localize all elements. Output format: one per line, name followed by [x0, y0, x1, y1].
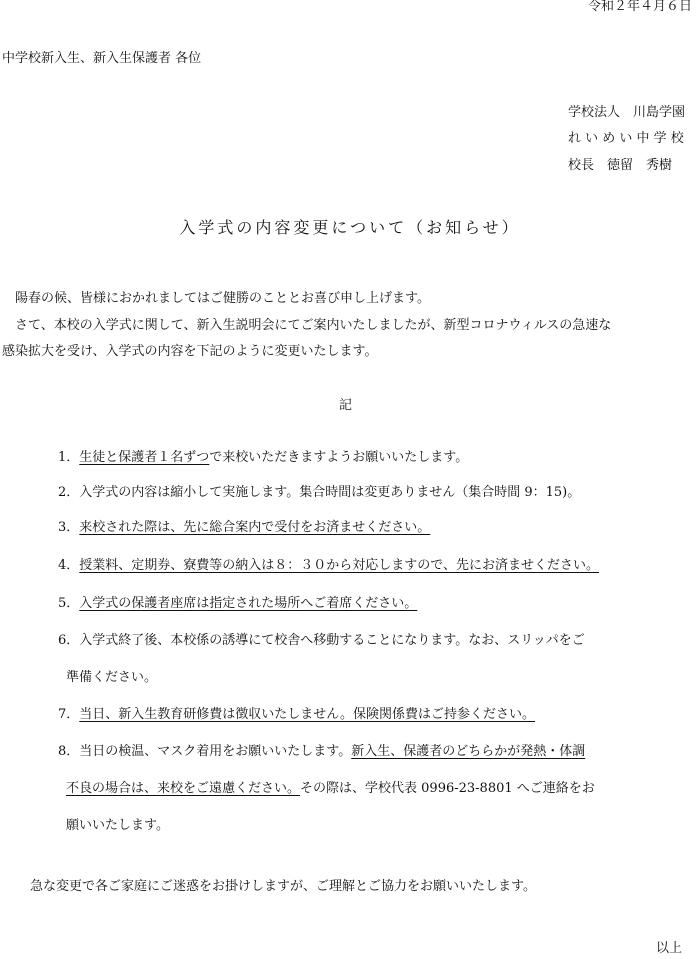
list-item-continuation: 準備ください。 [66, 670, 158, 685]
item-underlined-text: 授業料、定期券、寮費等の納入は８：３０から対応しますので、先にお済ませください。 [79, 558, 600, 573]
item-underlined-text: 来校された際は、先に総合案内で受付をお済ませください。 [79, 520, 431, 535]
list-item [58, 519, 430, 537]
item-text: 入学式の内容は縮小して実施します。集合時間は変更ありません（集合時間 9：15)。 [79, 485, 581, 500]
item-number: 5． [58, 596, 80, 611]
end-mark: 以上 [656, 941, 683, 956]
item-underlined-text: 当日、新入生教育研修費は徴収いたしません。保険関係費はご持参ください。 [79, 707, 536, 722]
intro-line-1: 陽春の候、皆様におかれましてはご健勝のこととお喜び申し上げます。 [15, 291, 430, 306]
item-number: 1． [58, 450, 80, 465]
item-underlined-text: 入学式の保護者座席は指定された場所へご着席ください。 [79, 596, 418, 611]
date: 令和２年４月６日 [587, 0, 692, 14]
sender-school-name: れ い め い 中 学 校 [568, 131, 684, 146]
sender-principal: 校長 徳留 秀樹 [568, 158, 673, 173]
list-item-continuation: 願いいたします。 [66, 818, 169, 833]
item-text: 入学式終了後、本校係の誘導にて校舎へ移動することになります。なお、スリッパをご [79, 633, 585, 648]
list-item [58, 449, 468, 467]
addressee: 中学校新入生、新入生保護者 各位 [2, 51, 202, 66]
item-underlined-text: 新入生、保護者のどちらかが発熱・体調 [351, 744, 586, 759]
list-item [58, 743, 585, 761]
item-text: 当日の検温、マスク着用をお願いいたします。 [79, 744, 352, 759]
list-item [58, 706, 535, 724]
list-item [58, 595, 417, 613]
item-underlined-text: 生徒と保護者１名ずつ [79, 450, 210, 465]
list-item-continuation [66, 780, 595, 798]
ki-heading: 記 [339, 398, 353, 413]
item-number: 7． [58, 707, 80, 722]
item-text: で来校いただきますようお願いいたします。 [209, 450, 469, 465]
item-number: 4． [58, 558, 80, 573]
intro-line-3: 感染拡大を受け、入学式の内容を下記のように変更いたします。 [2, 344, 378, 359]
item-number: 2． [58, 485, 80, 500]
item-text: その際は、学校代表 0996-23-8801 へご連絡をお [300, 781, 595, 796]
intro-line-2: さて、本校の入学式に関して、新入生説明会にてご案内いたしましたが、新型コロナウィルスの急速な [15, 318, 612, 333]
sender-school-corp: 学校法人 川島学園 [568, 105, 686, 120]
list-item [58, 632, 585, 650]
list-item [58, 484, 580, 502]
item-underlined-text: 不良の場合は、来校をご遠慮ください。 [66, 781, 301, 796]
list-item [58, 557, 599, 575]
item-number: 8． [58, 744, 80, 759]
page-title: 入学式の内容変更について（お知らせ） [179, 218, 521, 237]
closing-text: 急な変更で各ご家庭にご迷惑をお掛けしますが、ご理解とご協力をお願いいたします。 [30, 879, 536, 894]
item-number: 6． [58, 633, 80, 648]
item-number: 3． [58, 520, 80, 535]
